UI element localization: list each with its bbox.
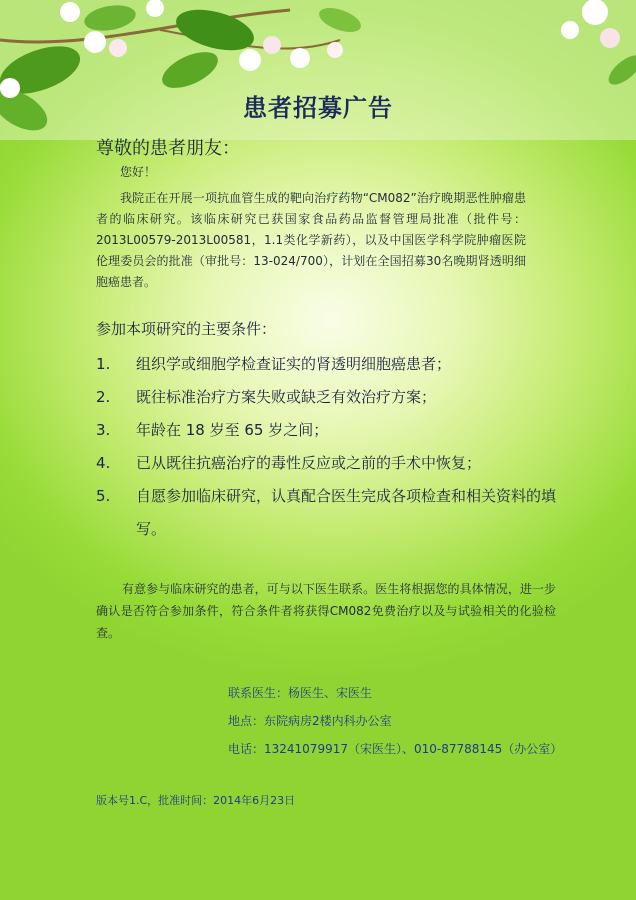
condition-item — [96, 447, 556, 480]
condition-number: 2. — [96, 388, 111, 406]
condition-number: 5. — [96, 487, 111, 505]
intro-paragraph: 我院正在开展一项抗血管生成的靶向治疗药物“CM082”治疗晚期恶性肿瘤患者的临床研究。该临床研究已获国家食品药品监督管理局批准（批件号：2013L00579-2013L00581，1.1类化学新药），以及中国医学科学院肿瘤医院伦理委员会的批准（审批号：13-024/700），计划在全国招募30名晚期肾透明细胞癌患者。 — [96, 191, 526, 289]
condition-text: 既往标准治疗方案失败或缺乏有效治疗方案； — [136, 388, 437, 406]
condition-text: 已从既往抗癌治疗的毒性反应或之前的手术中恢复； — [136, 454, 482, 472]
condition-number: 3. — [96, 421, 111, 439]
conditions-list — [96, 348, 556, 546]
greeting: 您好！ — [120, 165, 157, 179]
page-title: 患者招募广告 — [243, 94, 393, 122]
contact-location: 地点：东院病房2楼内科办公室 — [228, 714, 392, 728]
condition-text: 自愿参加临床研究，认真配合医生完成各项检查和相关资料的填写。 — [136, 487, 557, 538]
condition-item — [96, 381, 556, 414]
condition-item — [96, 414, 556, 447]
contact-info — [228, 684, 562, 768]
closing-paragraph: 有意参与临床研究的患者，可与以下医生联系。医生将根据您的具体情况，进一步确认是否符合参加条件，符合条件者将获得CM082免费治疗以及与试验相关的化验检查。 — [96, 582, 556, 640]
condition-number: 1. — [96, 355, 111, 373]
condition-item — [96, 480, 556, 546]
condition-item — [96, 348, 556, 381]
salutation: 尊敬的患者朋友： — [96, 138, 240, 159]
contact-phone: 电话：13241079917（宋医生）、010-87788145（办公室） — [228, 742, 563, 756]
condition-text: 年龄在 18 岁至 65 岁之间； — [136, 421, 329, 439]
contact-doctors: 联系医生：杨医生、宋医生 — [228, 686, 373, 700]
conditions-heading: 参加本项研究的主要条件： — [96, 320, 277, 338]
version-footer: 版本号1.C，批准时间：2014年6月23日 — [96, 794, 296, 807]
condition-number: 4. — [96, 454, 111, 472]
condition-text: 组织学或细胞学检查证实的肾透明细胞癌患者； — [136, 355, 452, 373]
